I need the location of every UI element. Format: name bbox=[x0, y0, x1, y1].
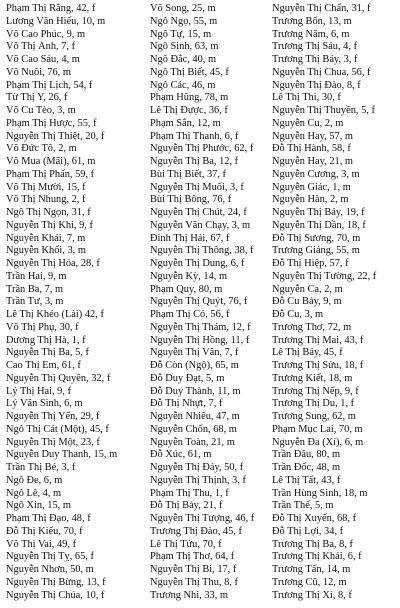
name-column-1 bbox=[6, 3, 148, 602]
name-entry: Trương Năm, 6, m bbox=[272, 28, 350, 40]
name-entry: Đỗ Thị Kiếu, 70, f bbox=[6, 525, 83, 537]
name-entry: Lý Văn Sinh, 6, m bbox=[6, 398, 83, 410]
name-entry: Trương Thị Sáu, 4, f bbox=[272, 41, 358, 53]
name-entry: Đỗ Cu Bảy, 9, m bbox=[272, 296, 342, 308]
name-entry: Võ Thị Nhung, 2, f bbox=[6, 194, 86, 206]
name-entry: Dương Thị Hà, 1, f bbox=[6, 334, 86, 346]
name-entry: Trương Bốn, 13, m bbox=[272, 15, 352, 27]
name-entry: Nguyễn Thị Bi, 17, f bbox=[150, 564, 237, 575]
name-entry: Ngô Đe, 6, m bbox=[6, 474, 63, 486]
name-entry: Phạm Thị Đạo, 48, f bbox=[6, 513, 91, 524]
name-entry: Ngô Các, 46, m bbox=[150, 79, 216, 91]
name-entry: Trương Thị Sửu, 18, f bbox=[272, 360, 364, 371]
name-entry: Nguyễn Thị Tỵ, 65, f bbox=[6, 551, 94, 563]
name-entry: Nguyễn Thị Bảy, 19, f bbox=[272, 207, 365, 218]
name-entry: Nguyễn Khải, 7, m bbox=[6, 232, 86, 244]
name-entry: Đỗ Thị Nhựt, 7, f bbox=[150, 398, 223, 410]
name-entry: Lê Thị Bảy, 45, f bbox=[272, 347, 343, 359]
name-entry: Nguyễn Thị Một, 23, f bbox=[6, 436, 100, 448]
name-entry: Lê Thị Tất, 43, f bbox=[272, 474, 341, 486]
name-entry: Nguyễn Thị Ba, 12, f bbox=[150, 156, 239, 167]
name-entry: Ngô Thị Ngọn, 31, f bbox=[6, 207, 91, 218]
name-entry: Phạm Hũng, 78, m bbox=[150, 92, 229, 104]
name-entry: Nguyễn Thị Dung, 6, f bbox=[150, 258, 245, 269]
name-entry: Ngô Thị Cát (Một), 45, f bbox=[6, 423, 109, 435]
name-entry: Nguyễn Duy Thanh, 15, m bbox=[6, 449, 118, 461]
name-entry: Võ Thị Mười, 15, f bbox=[6, 181, 86, 193]
name-entry: Phạm Thị Lịch, 54, f bbox=[6, 79, 93, 91]
name-entry: Đỗ Cu, 3, m bbox=[272, 309, 324, 320]
name-entry: Trương Thị Mai, 43, f bbox=[272, 334, 364, 346]
name-entry: Nguyễn Thị Thông, 38, f bbox=[150, 245, 254, 257]
name-entry: Nguyễn Thị Chua, 56, f bbox=[272, 66, 371, 78]
name-entry: Võ Thị Phụ, 30, f bbox=[6, 321, 79, 333]
name-entry: Trương Kiết, 18, m bbox=[272, 372, 353, 384]
name-entry: Phạm Mục Lai, 70, m bbox=[272, 423, 363, 435]
name-entry: Nguyễn Thị Thu, 8, f bbox=[150, 576, 238, 588]
name-entry: Bùi Thị Bông, 76, f bbox=[150, 194, 232, 206]
name-entry: Nguyễn Nhiêu, 47, m bbox=[150, 411, 240, 422]
name-entry: Nguyễn Thị Thiệt, 20, f bbox=[6, 130, 105, 142]
name-entry: Phạm Thị Thơ, 64, f bbox=[150, 551, 235, 563]
name-entry: Đỗ Thị Bảy, 21, f bbox=[150, 500, 223, 512]
name-entry: Trương Tấn, 14, m bbox=[272, 564, 351, 575]
name-entry: Nguyễn Thị Ba, 5, f bbox=[6, 347, 89, 359]
name-entry: Nguyễn Chốn, 68, m bbox=[150, 423, 237, 435]
name-column-2 bbox=[150, 3, 274, 602]
name-entry: Trương Thị Du, 1, f bbox=[272, 398, 355, 410]
name-entry: Trương Thị Khải, 6, f bbox=[272, 551, 362, 563]
name-entry: Lý Thị Hai, 9, f bbox=[6, 385, 72, 397]
name-entry: Nguyễn Khối, 3, m bbox=[6, 245, 86, 257]
name-entry: Nguyễn Thị Khi, 9, f bbox=[6, 219, 93, 231]
name-entry: Võ Cu Tèo, 3, m bbox=[6, 105, 76, 116]
name-entry: Trần Tư, 3, m bbox=[6, 296, 64, 308]
name-column-3 bbox=[272, 3, 398, 602]
name-entry: Trương Giảng, 55, m bbox=[272, 245, 360, 257]
name-entry: Đinh Thị Hải, 67, f bbox=[150, 232, 230, 244]
name-entry: Ngô Sinh, 63, m bbox=[150, 41, 219, 53]
name-entry: Phạm Thị Rằng, 42, f bbox=[6, 3, 96, 14]
name-entry: Đỗ Duy Đạt, 5, m bbox=[150, 372, 225, 384]
name-entry: Nguyễn Thị Đáy, 50, f bbox=[150, 462, 244, 473]
name-entry: Trương Cũ, 12, m bbox=[272, 576, 347, 588]
name-entry: Nguyễn Thị Chút, 24, f bbox=[150, 207, 247, 218]
name-entry: Võ Cao Phúc, 9, m bbox=[6, 28, 86, 40]
name-entry: Trương Sung, 62, m bbox=[272, 411, 356, 422]
name-entry: Trương Thị Xí, 8, f bbox=[272, 589, 352, 601]
name-entry: Trương Thị Bảy, 3, f bbox=[272, 54, 358, 65]
name-entry: Lê Thị Khéo (Lài) 42, f bbox=[6, 309, 104, 320]
name-entry: Đỗ Thị Hành, 58, f bbox=[272, 143, 351, 155]
name-entry: Nguyễn Thị Tường, 22, f bbox=[272, 270, 377, 282]
name-entry: Đỗ Duy Thành, 11, m bbox=[150, 385, 241, 397]
name-entry: Phạm Thị Hược, 55, f bbox=[6, 117, 97, 129]
name-entry: Trần Hai, 9, m bbox=[6, 270, 67, 282]
name-entry: Nguyễn Thị Chấn, 31, f bbox=[272, 3, 371, 14]
name-entry: Nguyễn Nhơn, 50, m bbox=[6, 564, 94, 575]
name-entry: Nguyễn Văn Chạy, 3, m bbox=[150, 219, 251, 231]
name-entry: Nguyễn Thị Hóa, 28, f bbox=[6, 258, 100, 269]
name-entry: Nguyễn Ca, 2, m bbox=[272, 283, 343, 295]
name-entry: Võ Nuôi, 76, m bbox=[6, 66, 71, 78]
name-entry: Nguyễn Toàn, 21, m bbox=[150, 436, 235, 448]
name-entry: Trần Thể, 5, m bbox=[272, 500, 334, 512]
name-entry: Đỗ Còn (Ngộ), 65, m bbox=[150, 360, 239, 371]
name-entry: Võ Thị Ánh, 7, f bbox=[6, 41, 76, 53]
name-entry: Phạm Sắn, 12, m bbox=[150, 117, 221, 129]
name-entry: Nguyễn Thị Chúa, 10, f bbox=[6, 589, 105, 601]
name-entry: Nguyễn Hay, 21, m bbox=[272, 156, 353, 167]
name-entry: Nguyễn Thị Tượng, 46, f bbox=[150, 513, 255, 524]
name-entry: Từ Thị Y, 26, f bbox=[6, 92, 68, 104]
name-entry: Lê Thị Tửu, 70, f bbox=[150, 538, 222, 550]
name-entry: Trương Thơ, 72, m bbox=[272, 321, 352, 333]
name-entry: Võ Mua (Mãi), 61, m bbox=[6, 156, 96, 167]
name-entry: Nguyễn Giác, 1, m bbox=[272, 181, 351, 193]
name-entry: Trương Thị Nếp, 9, f bbox=[272, 385, 359, 397]
name-entry: Trần Đâu, 80, m bbox=[272, 449, 341, 461]
name-entry: Phạm Thị Thanh, 6, f bbox=[150, 130, 239, 142]
name-entry: Nguyễn Hay, 57, m bbox=[272, 130, 353, 142]
name-entry: Nguyễn Thị Thám, 12, f bbox=[150, 321, 251, 333]
name-entry: Ngô Thị Biết, 45, f bbox=[150, 66, 229, 78]
name-entry: Võ Song, 25, m bbox=[150, 3, 216, 14]
name-entry: Bùi Thị Biết, 37, f bbox=[150, 168, 227, 180]
name-entry: Nguyễn Cu, 2, m bbox=[272, 117, 344, 129]
name-entry: Nguyễn Thị Quýt, 76, f bbox=[150, 296, 248, 308]
name-entry: Phạm Thị Thu, 1, f bbox=[150, 487, 229, 499]
name-entry: Đỗ Thị Lợi, 34, f bbox=[272, 525, 344, 537]
name-entry: Trần Ba, 7, m bbox=[6, 283, 64, 295]
name-entry: Nguyễn Thị Yến, 29, f bbox=[6, 411, 100, 422]
name-entry: Cao Thị Em, 61, f bbox=[6, 360, 81, 371]
name-entry: Phạm Quy, 80, m bbox=[150, 283, 223, 295]
name-entry: Nguyễn Kỳ, 14, m bbox=[150, 270, 228, 282]
name-entry: Trần Đốc, 48, m bbox=[272, 462, 341, 473]
name-entry: Nguyễn Thị Thịnh, 3, f bbox=[150, 474, 247, 486]
name-entry: Ngô Đắc, 40, m bbox=[150, 54, 217, 65]
name-entry: Ngô Tự, 15, m bbox=[150, 28, 212, 40]
name-entry: Đỗ Thị Sương, 70, m bbox=[272, 232, 361, 244]
name-entry: Lương Văn Hiếu, 10, m bbox=[6, 15, 106, 27]
name-entry: Đỗ Thị Hiệp, 57, f bbox=[272, 258, 349, 269]
name-entry: Nguyễn Thị Phước, 62, f bbox=[150, 143, 254, 155]
name-entry: Trương Thị Đào, 45, f bbox=[150, 525, 242, 537]
name-entry: Võ Đức Tô, 2, m bbox=[6, 143, 77, 155]
name-entry: Đỗ Xúc, 61, m bbox=[150, 449, 212, 461]
name-entry: Võ Thị Vai, 49, f bbox=[6, 538, 77, 550]
name-entry: Lê Thị Được, 36, f bbox=[150, 105, 228, 116]
name-entry: Nguyễn Đa (Xí), 6, m bbox=[272, 436, 364, 448]
name-entry: Đỗ Thị Xuyến, 68, f bbox=[272, 513, 357, 524]
name-entry: Nguyễn Thị Dần, 18, f bbox=[272, 219, 366, 231]
name-entry: Nguyễn Cương, 3, m bbox=[272, 168, 360, 180]
name-entry: Ngô Ngọ, 55, m bbox=[150, 15, 218, 27]
name-entry: Trần Thị Bé, 3, f bbox=[6, 462, 76, 473]
name-entry: Nguyễn Hàn, 2, m bbox=[272, 194, 349, 206]
name-entry: Nguyễn Thị Bừng, 13, f bbox=[6, 576, 106, 588]
name-entry: Nguyễn Thị Thuyền, 5, f bbox=[272, 105, 375, 116]
name-entry: Trương Nhi, 33, m bbox=[150, 589, 229, 601]
name-entry: Nguyễn Thị Quyên, 32, f bbox=[6, 372, 111, 384]
name-entry: Trần Hùng Sinh, 18, m bbox=[272, 487, 368, 499]
name-entry: Nguyễn Thị Hồng, 11, f bbox=[150, 334, 250, 346]
name-entry: Phạm Thị Có, 56, f bbox=[150, 309, 230, 320]
name-entry: Võ Cao Sáu, 4, m bbox=[6, 54, 80, 65]
name-entry: Nguyễn Thị Muối, 3, f bbox=[150, 181, 244, 193]
name-entry: Ngô Xin, 15, m bbox=[6, 500, 71, 512]
name-entry: Nguyễn Thị Vân, 7, f bbox=[150, 347, 239, 359]
name-entry: Ngô Lê, 4, m bbox=[6, 487, 62, 499]
name-entry: Trương Thị Ba, 8, f bbox=[272, 538, 353, 550]
name-entry: Nguyễn Thị Đào, 8, f bbox=[272, 79, 361, 91]
name-entry: Lê Thị Thi, 30, f bbox=[272, 92, 341, 104]
name-entry: Phạm Thị Phấn, 59, f bbox=[6, 168, 95, 180]
